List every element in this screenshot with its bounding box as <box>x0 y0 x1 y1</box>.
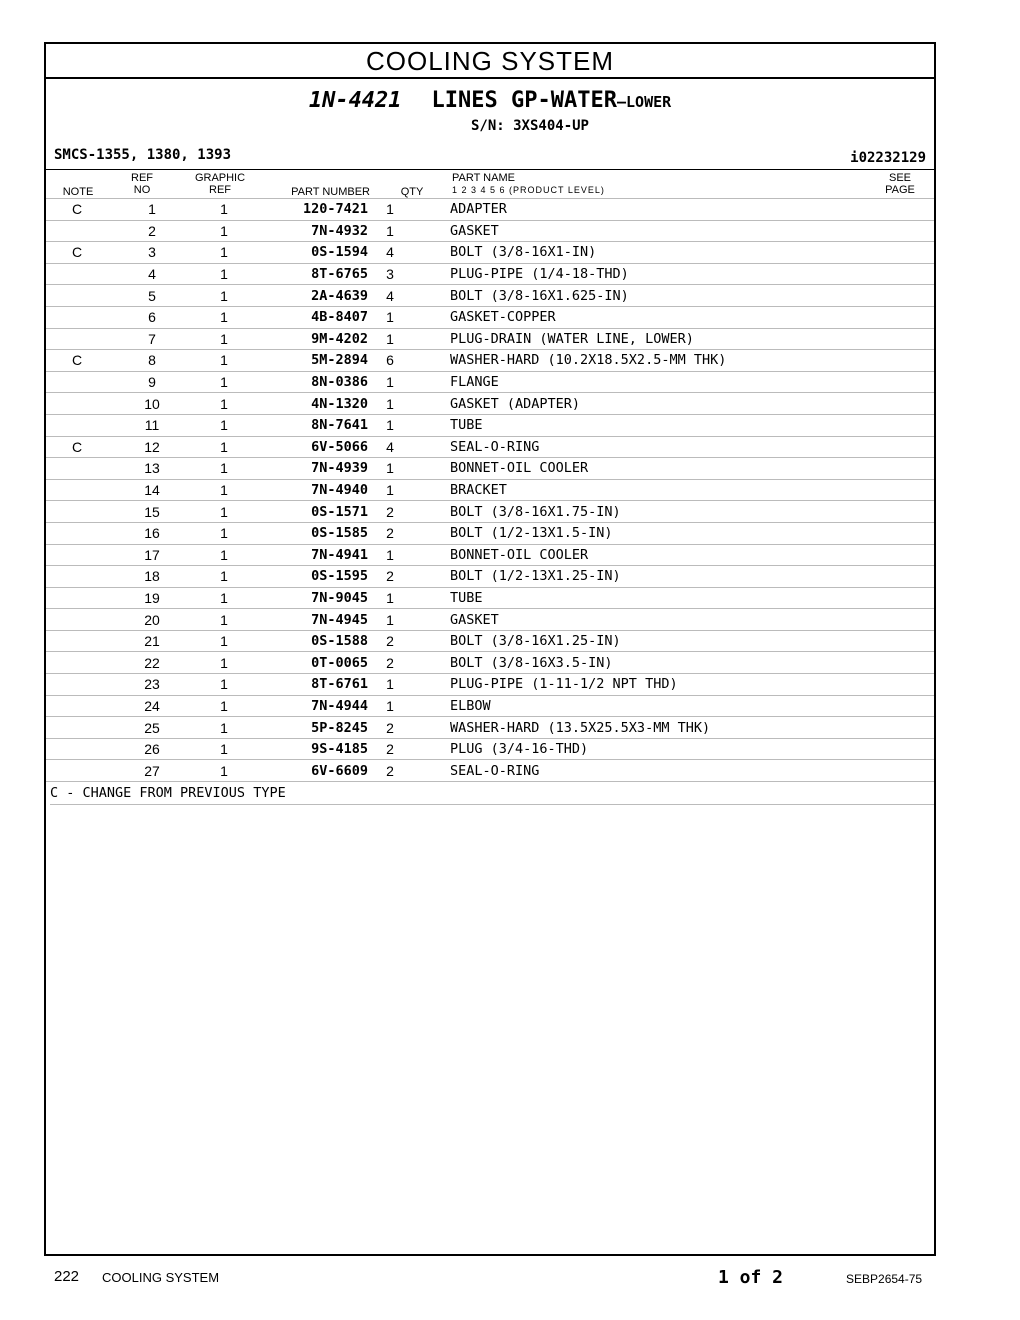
graphic-ref-cell: 1 <box>176 501 272 523</box>
qty-cell: 2 <box>368 522 412 544</box>
note-cell <box>46 414 108 436</box>
part-number-cell: 9S-4185 <box>272 738 368 760</box>
note-cell <box>46 328 108 350</box>
note-cell: C <box>46 350 108 372</box>
group-heading <box>46 88 934 113</box>
col-ref-no <box>118 172 166 196</box>
graphic-ref-cell: 1 <box>176 566 272 588</box>
ref-no-cell <box>108 566 176 588</box>
ref-no-value: 12 <box>144 438 160 455</box>
part-number-cell: 8T-6765 <box>272 263 368 285</box>
ref-no-value: 16 <box>144 525 160 542</box>
part-number-cell: 7N-4944 <box>272 695 368 717</box>
qty-cell: 2 <box>368 652 412 674</box>
ref-no-cell <box>108 220 176 242</box>
graphic-ref-cell: 1 <box>176 630 272 652</box>
note-cell <box>46 479 108 501</box>
section-title: COOLING SYSTEM <box>46 44 934 79</box>
graphic-ref-cell: 1 <box>176 414 272 436</box>
ref-no-value: 25 <box>144 719 160 736</box>
part-name-cell: BOLT (1/2-13X1.25-IN) <box>412 566 934 588</box>
part-name-cell: WASHER-HARD (10.2X18.5X2.5-MM THK) <box>412 350 934 372</box>
note-cell <box>46 522 108 544</box>
graphic-ref-cell: 1 <box>176 695 272 717</box>
ref-no-value: 11 <box>144 417 160 434</box>
ref-no-value: 1 <box>148 201 156 218</box>
ref-no-cell <box>108 652 176 674</box>
table-row <box>46 242 934 264</box>
part-number-cell: 6V-5066 <box>272 436 368 458</box>
smcs-codes: SMCS-1355, 1380, 1393 <box>54 147 232 163</box>
part-number-cell: 0S-1588 <box>272 630 368 652</box>
table-row <box>46 328 934 350</box>
ref-no-value: 3 <box>148 244 156 261</box>
graphic-ref-cell: 1 <box>176 674 272 696</box>
table-row <box>46 674 934 696</box>
table-row <box>46 306 934 328</box>
note-cell <box>46 371 108 393</box>
ref-no-value: 10 <box>144 395 160 412</box>
note-cell <box>46 587 108 609</box>
part-number-cell: 0S-1595 <box>272 566 368 588</box>
ref-no-cell <box>108 609 176 631</box>
col-see-page <box>876 172 924 196</box>
ref-no-cell <box>108 479 176 501</box>
ref-no-cell <box>108 393 176 415</box>
ref-no-cell <box>108 306 176 328</box>
ref-no-cell <box>108 501 176 523</box>
part-name-cell: BOLT (3/8-16X1.625-IN) <box>412 285 934 307</box>
qty-cell: 2 <box>368 738 412 760</box>
part-name-cell: TUBE <box>412 587 934 609</box>
ref-no-cell <box>108 414 176 436</box>
parts-table-body <box>46 199 934 782</box>
ref-no-cell <box>108 630 176 652</box>
ref-no-value: 5 <box>148 287 156 304</box>
col-product-levels: 1 2 3 4 5 6 (PRODUCT LEVEL) <box>452 185 605 195</box>
graphic-ref-cell: 1 <box>176 242 272 264</box>
part-number-cell: 0S-1585 <box>272 522 368 544</box>
graphic-ref-cell: 1 <box>176 652 272 674</box>
table-row <box>46 652 934 674</box>
qty-cell: 1 <box>368 414 412 436</box>
header-divider <box>46 169 934 170</box>
part-name-cell: PLUG-PIPE (1/4-18-THD) <box>412 263 934 285</box>
col-graphic-ref-bottom: REF <box>209 184 231 196</box>
footer-page-number: 222 <box>54 1268 80 1285</box>
ref-no-cell <box>108 436 176 458</box>
part-name-cell: GASKET <box>412 609 934 631</box>
qty-cell: 1 <box>368 220 412 242</box>
col-part-name <box>452 172 605 196</box>
table-row <box>46 695 934 717</box>
part-name-cell: SEAL-O-RING <box>412 760 934 782</box>
qty-cell: 1 <box>368 674 412 696</box>
qty-cell: 1 <box>368 393 412 415</box>
ref-no-cell <box>108 522 176 544</box>
ref-no-value: 13 <box>144 460 160 477</box>
table-row <box>46 717 934 739</box>
graphic-ref-cell: 1 <box>176 220 272 242</box>
qty-cell: 1 <box>368 609 412 631</box>
ref-no-value: 22 <box>144 654 160 671</box>
part-number-cell: 0S-1594 <box>272 242 368 264</box>
ref-no-cell <box>108 738 176 760</box>
qty-cell: 4 <box>368 242 412 264</box>
footer-sheet: 1 of 2 <box>718 1267 784 1288</box>
group-number: 1N-4421 <box>308 88 402 113</box>
table-row <box>46 738 934 760</box>
footnote: C - CHANGE FROM PREVIOUS TYPE <box>50 783 934 805</box>
part-name-cell: PLUG-DRAIN (WATER LINE, LOWER) <box>412 328 934 350</box>
graphic-ref-cell: 1 <box>176 328 272 350</box>
note-cell <box>46 220 108 242</box>
part-name-cell: GASKET-COPPER <box>412 306 934 328</box>
part-name-cell: PLUG-PIPE (1-11-1/2 NPT THD) <box>412 674 934 696</box>
ref-no-value: 24 <box>144 697 160 714</box>
part-number-cell: 7N-4932 <box>272 220 368 242</box>
table-row <box>46 436 934 458</box>
part-number-cell: 7N-9045 <box>272 587 368 609</box>
graphic-ref-cell: 1 <box>176 285 272 307</box>
ref-no-value: 19 <box>144 589 160 606</box>
qty-cell: 1 <box>368 544 412 566</box>
graphic-ref-cell: 1 <box>176 587 272 609</box>
table-row <box>46 587 934 609</box>
graphic-ref-cell: 1 <box>176 522 272 544</box>
graphic-ref-cell: 1 <box>176 436 272 458</box>
col-ref-no-bottom: NO <box>133 184 151 196</box>
col-part-name-label: PART NAME <box>452 172 515 184</box>
note-cell <box>46 285 108 307</box>
table-row <box>46 393 934 415</box>
qty-cell: 1 <box>368 458 412 480</box>
ref-no-value: 14 <box>144 482 160 499</box>
ref-no-value: 6 <box>148 309 156 326</box>
ref-no-value: 17 <box>144 546 160 563</box>
footer-section: COOLING SYSTEM <box>102 1270 220 1285</box>
part-name-cell: BRACKET <box>412 479 934 501</box>
part-number-cell: 8N-7641 <box>272 414 368 436</box>
graphic-ref-cell: 1 <box>176 371 272 393</box>
col-graphic-ref-top: GRAPHIC <box>194 172 246 184</box>
note-cell <box>46 630 108 652</box>
part-name-cell: BOLT (1/2-13X1.5-IN) <box>412 522 934 544</box>
note-cell <box>46 566 108 588</box>
part-number-cell: 2A-4639 <box>272 285 368 307</box>
table-row <box>46 220 934 242</box>
qty-cell: 2 <box>368 630 412 652</box>
graphic-ref-cell: 1 <box>176 738 272 760</box>
table-row <box>46 263 934 285</box>
graphic-ref-cell: 1 <box>176 263 272 285</box>
qty-cell: 3 <box>368 263 412 285</box>
table-row <box>46 566 934 588</box>
part-number-cell: 7N-4940 <box>272 479 368 501</box>
ref-no-cell <box>108 242 176 264</box>
table-row <box>46 371 934 393</box>
ref-no-cell <box>108 458 176 480</box>
ref-no-value: 4 <box>148 266 156 283</box>
qty-cell: 1 <box>368 587 412 609</box>
part-number-cell: 7N-4939 <box>272 458 368 480</box>
graphic-ref-cell: 1 <box>176 479 272 501</box>
graphic-ref-cell: 1 <box>176 350 272 372</box>
note-cell <box>46 717 108 739</box>
qty-cell: 1 <box>368 306 412 328</box>
part-number-cell: 0S-1571 <box>272 501 368 523</box>
part-number-cell: 120-7421 <box>272 199 368 221</box>
ref-no-value: 7 <box>148 330 156 347</box>
table-row <box>46 760 934 782</box>
part-number-cell: 7N-4945 <box>272 609 368 631</box>
table-row <box>46 350 934 372</box>
part-name-cell: ELBOW <box>412 695 934 717</box>
table-row <box>46 630 934 652</box>
part-number-cell: 5P-8245 <box>272 717 368 739</box>
note-cell <box>46 760 108 782</box>
col-part-number: PART NUMBER <box>291 186 370 198</box>
table-row <box>46 199 934 221</box>
note-cell <box>46 609 108 631</box>
qty-cell: 6 <box>368 350 412 372</box>
table-row <box>46 544 934 566</box>
part-number-cell: 7N-4941 <box>272 544 368 566</box>
table-row <box>46 479 934 501</box>
footer-document-number: SEBP2654-75 <box>846 1272 923 1286</box>
note-cell <box>46 501 108 523</box>
ref-no-value: 26 <box>144 741 160 758</box>
part-name-cell: BOLT (3/8-16X3.5-IN) <box>412 652 934 674</box>
part-name-cell: BOLT (3/8-16X1.25-IN) <box>412 630 934 652</box>
col-see-page-top: SEE <box>888 172 911 184</box>
serial-number-range: S/N: 3XS404-UP <box>470 118 589 134</box>
ref-no-value: 2 <box>148 222 156 239</box>
part-name-cell: BONNET-OIL COOLER <box>412 544 934 566</box>
note-cell <box>46 695 108 717</box>
ref-no-value: 9 <box>148 374 156 391</box>
parts-table <box>46 198 934 782</box>
graphic-ref-cell: 1 <box>176 544 272 566</box>
qty-cell: 1 <box>368 199 412 221</box>
part-name-cell: FLANGE <box>412 371 934 393</box>
ref-no-value: 23 <box>144 676 160 693</box>
ref-no-cell <box>108 674 176 696</box>
col-ref-no-top: REF <box>131 172 153 184</box>
ref-no-cell <box>108 263 176 285</box>
ref-no-cell <box>108 371 176 393</box>
part-number-cell: 8N-0386 <box>272 371 368 393</box>
part-number-cell: 4B-8407 <box>272 306 368 328</box>
qty-cell: 2 <box>368 717 412 739</box>
table-row <box>46 501 934 523</box>
part-name-cell: PLUG (3/4-16-THD) <box>412 738 934 760</box>
table-row <box>46 285 934 307</box>
part-number-cell: 9M-4202 <box>272 328 368 350</box>
part-number-cell: 4N-1320 <box>272 393 368 415</box>
qty-cell: 1 <box>368 479 412 501</box>
parts-list-frame <box>44 42 936 1256</box>
table-row <box>46 609 934 631</box>
part-number-cell: 0T-0065 <box>272 652 368 674</box>
group-name: LINES GP-WATER <box>431 88 617 113</box>
table-row <box>46 458 934 480</box>
col-graphic-ref <box>182 172 258 196</box>
qty-cell: 4 <box>368 436 412 458</box>
note-cell <box>46 458 108 480</box>
ref-no-cell <box>108 717 176 739</box>
ref-no-cell <box>108 328 176 350</box>
illustration-id: i02232129 <box>850 150 926 166</box>
group-name-suffix: —LOWER <box>616 93 672 111</box>
part-name-cell: TUBE <box>412 414 934 436</box>
qty-cell: 1 <box>368 371 412 393</box>
graphic-ref-cell: 1 <box>176 199 272 221</box>
note-cell <box>46 674 108 696</box>
ref-no-cell <box>108 285 176 307</box>
note-cell: C <box>46 199 108 221</box>
part-name-cell: BOLT (3/8-16X1-IN) <box>412 242 934 264</box>
ref-no-value: 15 <box>144 503 160 520</box>
table-row <box>46 414 934 436</box>
part-name-cell: BONNET-OIL COOLER <box>412 458 934 480</box>
col-see-page-bottom: PAGE <box>885 184 915 196</box>
ref-no-value: 27 <box>144 762 160 779</box>
qty-cell: 1 <box>368 328 412 350</box>
col-note: NOTE <box>62 186 94 198</box>
note-cell <box>46 544 108 566</box>
ref-no-cell <box>108 350 176 372</box>
ref-no-value: 20 <box>144 611 160 628</box>
note-cell: C <box>46 436 108 458</box>
part-name-cell: ADAPTER <box>412 199 934 221</box>
graphic-ref-cell: 1 <box>176 717 272 739</box>
part-number-cell: 5M-2894 <box>272 350 368 372</box>
ref-no-cell <box>108 587 176 609</box>
note-cell <box>46 393 108 415</box>
ref-no-value: 8 <box>148 352 156 369</box>
note-cell <box>46 652 108 674</box>
qty-cell: 1 <box>368 695 412 717</box>
graphic-ref-cell: 1 <box>176 306 272 328</box>
qty-cell: 2 <box>368 566 412 588</box>
ref-no-cell <box>108 199 176 221</box>
note-cell: C <box>46 242 108 264</box>
part-name-cell: WASHER-HARD (13.5X25.5X3-MM THK) <box>412 717 934 739</box>
part-name-cell: BOLT (3/8-16X1.75-IN) <box>412 501 934 523</box>
note-cell <box>46 263 108 285</box>
ref-no-value: 21 <box>144 633 160 650</box>
part-number-cell: 6V-6609 <box>272 760 368 782</box>
qty-cell: 2 <box>368 760 412 782</box>
qty-cell: 4 <box>368 285 412 307</box>
qty-cell: 2 <box>368 501 412 523</box>
ref-no-cell <box>108 695 176 717</box>
ref-no-cell <box>108 760 176 782</box>
ref-no-cell <box>108 544 176 566</box>
part-name-cell: GASKET (ADAPTER) <box>412 393 934 415</box>
graphic-ref-cell: 1 <box>176 393 272 415</box>
note-cell <box>46 306 108 328</box>
graphic-ref-cell: 1 <box>176 760 272 782</box>
part-number-cell: 8T-6761 <box>272 674 368 696</box>
part-name-cell: SEAL-O-RING <box>412 436 934 458</box>
graphic-ref-cell: 1 <box>176 609 272 631</box>
col-qty: QTY <box>400 186 424 198</box>
graphic-ref-cell: 1 <box>176 458 272 480</box>
part-name-cell: GASKET <box>412 220 934 242</box>
table-row <box>46 522 934 544</box>
ref-no-value: 18 <box>144 568 160 585</box>
note-cell <box>46 738 108 760</box>
